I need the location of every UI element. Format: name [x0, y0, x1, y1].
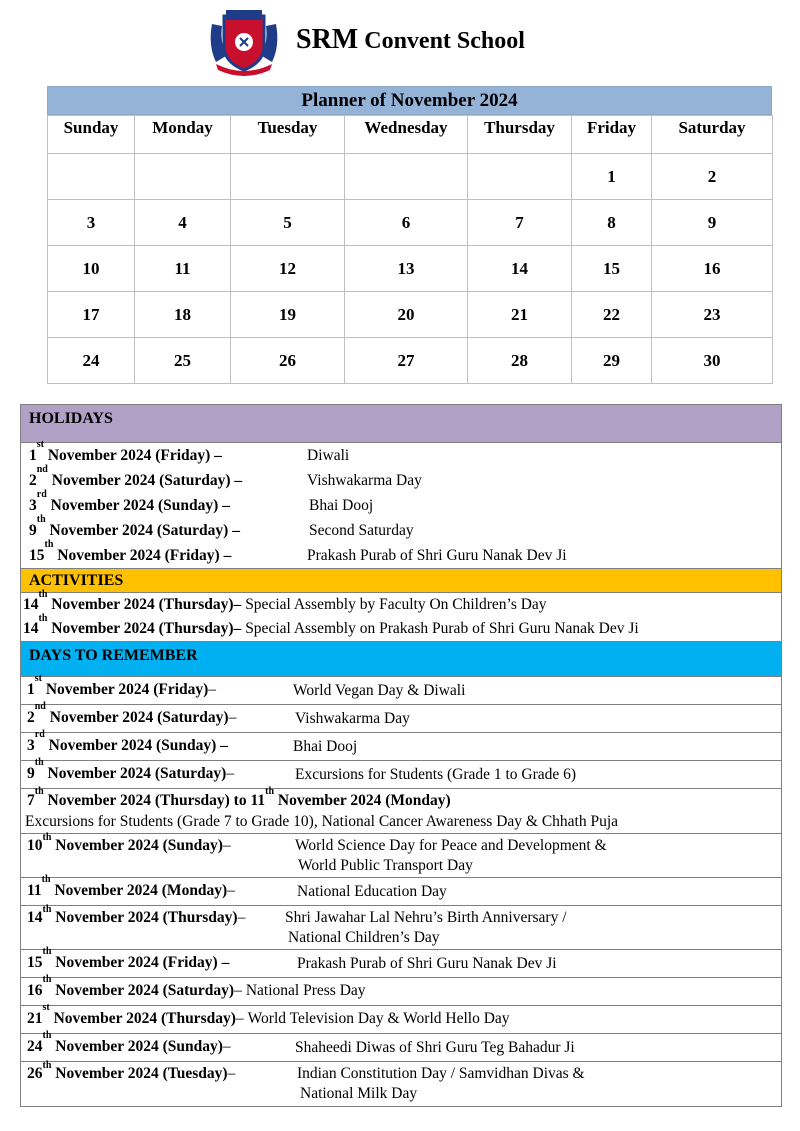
- weekday-header: Tuesday: [231, 116, 345, 154]
- date-day: 3: [29, 497, 37, 514]
- remember-event-line1: Shaheedi Diwas of Shri Guru Teg Bahadur Ji: [295, 1039, 575, 1056]
- remember-event-line2: National Milk Day: [300, 1085, 418, 1102]
- weekday-header-row: [48, 116, 773, 154]
- date-day: 9: [29, 522, 37, 539]
- calendar-day-cell: 3: [48, 200, 135, 246]
- calendar-day-cell: 12: [231, 246, 345, 292]
- date-rest: November 2024 (Sunday) –: [44, 737, 228, 754]
- event-date: [29, 489, 307, 518]
- weekday-header: Monday: [135, 116, 231, 154]
- date-ordinal: th: [42, 904, 52, 915]
- days-to-remember-heading: DAYS TO REMEMBER: [21, 641, 781, 677]
- calendar-day-cell: 9: [652, 200, 773, 246]
- calendar-day-cell: 19: [231, 292, 345, 338]
- remember-row: [21, 974, 781, 1006]
- date-day: 10: [27, 837, 43, 854]
- date-ordinal: th: [265, 786, 275, 797]
- remember-event-line2: World Public Transport Day: [298, 857, 473, 874]
- date-ordinal: rd: [36, 489, 47, 500]
- calendar-day-cell: 29: [572, 338, 652, 384]
- remember-row: [21, 1030, 781, 1062]
- date-separator: –: [227, 882, 235, 899]
- date-ordinal: th: [38, 589, 48, 600]
- weekday-header: Saturday: [652, 116, 773, 154]
- date-day: 1: [29, 447, 37, 464]
- event-date: [29, 539, 307, 568]
- range-date-line: [27, 786, 781, 811]
- calendar-day-cell: 5: [231, 200, 345, 246]
- calendar-day-cell: 23: [652, 292, 773, 338]
- date-day: 14: [23, 620, 39, 637]
- calendar-grid: [47, 115, 773, 384]
- calendar-day-cell: 28: [468, 338, 572, 384]
- calendar-day-cell: 14: [468, 246, 572, 292]
- calendar-day-cell: 22: [572, 292, 652, 338]
- date-ordinal: th: [34, 757, 44, 768]
- calendar-week-row: [48, 338, 773, 384]
- holiday-event: Bhai Dooj: [309, 497, 374, 514]
- date-rest: November 2024 (Saturday): [51, 982, 235, 999]
- calendar-day-cell: 6: [345, 200, 468, 246]
- remember-event-line1: World Science Day for Peace and Development &: [295, 837, 607, 854]
- date-rest: November 2024 (Friday) –: [51, 954, 230, 971]
- date-day: 16: [27, 982, 43, 999]
- date-ordinal: th: [44, 539, 54, 550]
- remember-event: [248, 1006, 510, 1032]
- calendar-day-cell: 25: [135, 338, 231, 384]
- date-day: 11: [27, 882, 42, 899]
- remember-event-line1: Vishwakarma Day: [295, 710, 410, 727]
- remember-row: [21, 874, 781, 906]
- weekday-header: Wednesday: [345, 116, 468, 154]
- date-ordinal: st: [36, 439, 44, 450]
- calendar-day-cell: 13: [345, 246, 468, 292]
- date-rest: November 2024 (Thursday): [49, 1010, 236, 1027]
- date-rest: November 2024 (Saturday): [45, 709, 229, 726]
- remember-event-line1: Indian Constitution Day / Samvidhan Divas &: [297, 1065, 585, 1082]
- event-date: [27, 701, 229, 731]
- calendar-day-cell: 11: [135, 246, 231, 292]
- range-event-line: Excursions for Students (Grade 7 to Grade 10), National Cancer Awareness Day & Chhath Puja: [25, 813, 619, 830]
- date-day: 2: [27, 709, 35, 726]
- remember-event-line1: World Vegan Day & Diwali: [293, 682, 466, 699]
- weekday-header: Friday: [572, 116, 652, 154]
- date-day: 15: [27, 954, 43, 971]
- remember-row: [21, 729, 781, 761]
- date-day: 26: [27, 1065, 43, 1082]
- date-rest: November 2024 (Friday): [41, 681, 209, 698]
- calendar-week-row: [48, 200, 773, 246]
- event-date: [27, 832, 223, 856]
- date-day: 11: [250, 792, 266, 809]
- date-rest: November 2024 (Thursday)–: [47, 620, 242, 637]
- remember-event-line1: Shri Jawahar Lal Nehru’s Birth Anniversary /: [285, 909, 567, 926]
- calendar-day-cell: [48, 154, 135, 200]
- date-ordinal: rd: [34, 729, 45, 740]
- school-short-name: SRM: [296, 24, 359, 55]
- date-day: 14: [23, 596, 39, 613]
- remember-event-line1: Excursions for Students (Grade 1 to Grade 6): [295, 766, 577, 783]
- event-date: [27, 729, 228, 759]
- date-ordinal: th: [42, 1030, 52, 1041]
- date-day: 15: [29, 547, 45, 564]
- date-separator: –: [228, 709, 237, 726]
- remember-range-row: [21, 786, 781, 834]
- date-separator: –: [208, 681, 217, 698]
- remember-row: [21, 946, 781, 978]
- remember-event: [295, 836, 607, 876]
- days-to-remember-list: [21, 673, 781, 1106]
- date-day: 21: [27, 1010, 43, 1027]
- calendar-day-cell: 26: [231, 338, 345, 384]
- school-rest-name: Convent School: [364, 28, 525, 54]
- holiday-row: [21, 439, 781, 468]
- date-day: 24: [27, 1038, 43, 1055]
- date-ordinal: th: [38, 613, 48, 624]
- remember-event-line1: World Television Day & World Hello Day: [247, 1010, 510, 1027]
- calendar-day-cell: [231, 154, 345, 200]
- date-ordinal: st: [34, 673, 42, 684]
- event-date: [27, 673, 209, 703]
- date-rest: November 2024 (Thursday): [51, 909, 238, 926]
- date-ordinal: st: [42, 1002, 50, 1013]
- remember-event: [293, 678, 465, 704]
- activity-row: [21, 589, 781, 617]
- calendar-week-row: [48, 246, 773, 292]
- event-date: [29, 464, 307, 493]
- event-date: [27, 946, 230, 976]
- remember-row: [21, 906, 781, 950]
- remember-event: [297, 951, 557, 977]
- date-ordinal: th: [34, 786, 44, 797]
- calendar: [47, 86, 772, 384]
- calendar-title: Planner of November 2024: [47, 86, 772, 115]
- calendar-day-cell: 17: [48, 292, 135, 338]
- remember-event-line1: National Press Day: [245, 982, 366, 999]
- remember-event-line1: National Education Day: [297, 883, 447, 900]
- calendar-day-cell: 8: [572, 200, 652, 246]
- date-day: 7: [27, 792, 35, 809]
- date-day: 2: [29, 472, 37, 489]
- calendar-week-row: [48, 292, 773, 338]
- event-date: [27, 904, 238, 928]
- remember-event: [246, 978, 366, 1004]
- holiday-row: [21, 464, 781, 493]
- calendar-body: [48, 154, 773, 384]
- date-separator: –: [237, 909, 246, 926]
- activity-event: Special Assembly on Prakash Purab of Shri Guru Nanak Dev Ji: [245, 620, 639, 637]
- school-logo: [204, 6, 284, 78]
- holidays-heading: HOLIDAYS: [21, 405, 781, 443]
- info-table: [20, 404, 782, 1107]
- date-rest: November 2024 (Saturday) –: [47, 472, 243, 489]
- event-date: [29, 439, 307, 468]
- remember-event: [295, 762, 576, 788]
- date-day: 1: [27, 681, 35, 698]
- event-date: [27, 1002, 236, 1032]
- activity-event: Special Assembly by Faculty On Children’s Day: [245, 596, 547, 613]
- remember-row: [21, 1062, 781, 1106]
- calendar-day-cell: 16: [652, 246, 773, 292]
- remember-event: [297, 879, 447, 905]
- holiday-row: [21, 539, 781, 568]
- calendar-day-cell: 7: [468, 200, 572, 246]
- date-rest: November 2024 (Sunday): [51, 1038, 223, 1055]
- event-date: [23, 613, 242, 637]
- activities-heading: ACTIVITIES: [21, 568, 781, 593]
- calendar-day-cell: 20: [345, 292, 468, 338]
- holiday-event: Second Saturday: [309, 522, 414, 539]
- remember-row: [21, 834, 781, 878]
- remember-event-line1: Prakash Purab of Shri Guru Nanak Dev Ji: [297, 955, 557, 972]
- activity-list: [21, 589, 781, 641]
- calendar-day-cell: 10: [48, 246, 135, 292]
- date-rest: November 2024 (Sunday): [51, 837, 223, 854]
- calendar-day-cell: [135, 154, 231, 200]
- remember-event: [293, 734, 357, 760]
- date-day: 9: [27, 765, 35, 782]
- remember-row: [21, 1002, 781, 1034]
- activity-row: [21, 613, 781, 641]
- event-date: [27, 974, 235, 1004]
- date-ordinal: th: [36, 514, 46, 525]
- date-ordinal: nd: [34, 701, 46, 712]
- date-rest: November 2024 (Tuesday): [51, 1065, 228, 1082]
- weekday-header: Sunday: [48, 116, 135, 154]
- holiday-event: Diwali: [307, 447, 350, 464]
- holiday-list: [21, 439, 781, 568]
- remember-event: [295, 706, 410, 732]
- calendar-week-row: [48, 154, 773, 200]
- calendar-day-cell: 15: [572, 246, 652, 292]
- calendar-day-cell: 1: [572, 154, 652, 200]
- date-rest: November 2024 (Saturday) –: [45, 522, 240, 539]
- holiday-row: [21, 514, 781, 543]
- holiday-row: [21, 489, 781, 518]
- remember-row: [21, 757, 781, 789]
- event-date: [27, 1060, 228, 1084]
- remember-row: [21, 673, 781, 705]
- remember-event-line1: Bhai Dooj: [293, 738, 358, 755]
- remember-event-line2: National Children’s Day: [288, 929, 440, 946]
- date-separator: –: [227, 1065, 236, 1082]
- event-date: [27, 874, 228, 904]
- date-rest: November 2024 (Thursday)–: [47, 596, 242, 613]
- calendar-day-cell: [468, 154, 572, 200]
- date-ordinal: th: [42, 832, 52, 843]
- calendar-day-cell: 18: [135, 292, 231, 338]
- calendar-day-cell: 2: [652, 154, 773, 200]
- event-date: [29, 514, 307, 543]
- date-ordinal: th: [41, 874, 51, 885]
- school-name: [296, 24, 525, 56]
- date-rest: November 2024 (Monday): [50, 882, 228, 899]
- weekday-header: Thursday: [468, 116, 572, 154]
- event-date: [23, 589, 242, 613]
- date-ordinal: nd: [36, 464, 48, 475]
- holiday-event: Vishwakarma Day: [307, 472, 422, 489]
- date-ordinal: th: [42, 1060, 52, 1071]
- date-rest: November 2024 (Sunday) –: [46, 497, 230, 514]
- event-date: [27, 757, 227, 787]
- date-rest: November 2024 (Saturday): [43, 765, 227, 782]
- calendar-day-cell: 4: [135, 200, 231, 246]
- date-separator: –: [222, 837, 231, 854]
- remember-event: [295, 1035, 575, 1061]
- remember-event: [297, 1064, 585, 1104]
- calendar-day-cell: 24: [48, 338, 135, 384]
- date-day: 14: [27, 909, 43, 926]
- date-separator: –: [222, 1038, 231, 1055]
- date-rest: November 2024 (Thursday) to: [43, 792, 251, 809]
- date-separator: –: [226, 765, 235, 782]
- event-date: [27, 1030, 223, 1060]
- calendar-day-cell: [345, 154, 468, 200]
- remember-row: [21, 701, 781, 733]
- holiday-event: Prakash Purab of Shri Guru Nanak Dev Ji: [307, 547, 567, 564]
- date-separator: –: [234, 982, 242, 999]
- calendar-day-cell: 30: [652, 338, 773, 384]
- date-day: 3: [27, 737, 35, 754]
- remember-event: [285, 908, 567, 948]
- date-ordinal: th: [42, 974, 52, 985]
- date-rest: November 2024 (Friday) –: [43, 447, 222, 464]
- date-separator: –: [235, 1010, 244, 1027]
- calendar-day-cell: 21: [468, 292, 572, 338]
- date-rest: November 2024 (Friday) –: [53, 547, 232, 564]
- date-rest: November 2024 (Monday): [274, 792, 451, 809]
- calendar-day-cell: 27: [345, 338, 468, 384]
- date-ordinal: th: [42, 946, 52, 957]
